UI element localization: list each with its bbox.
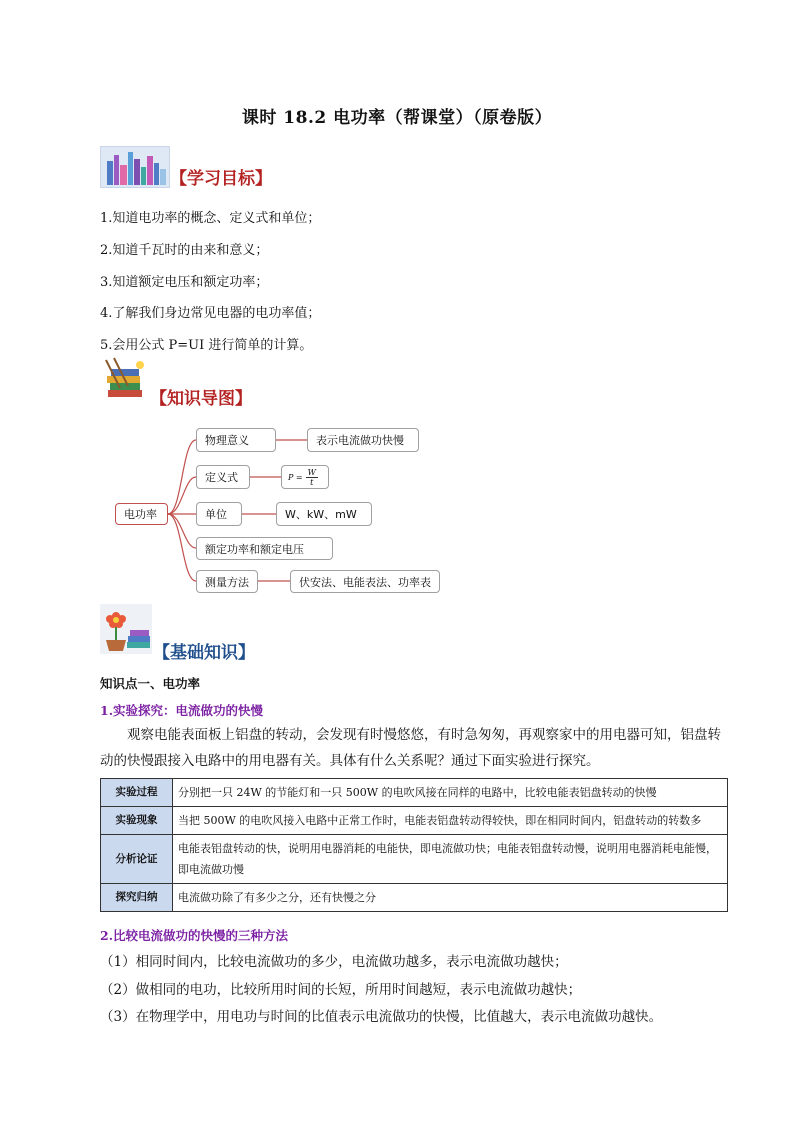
table-row	[101, 884, 728, 912]
flower-pot-icon	[100, 604, 152, 654]
mindmap-formula	[281, 465, 329, 489]
mindmap-branch: 测量方法	[196, 570, 258, 593]
formula-denominator: t	[310, 477, 314, 487]
table-cell: 分别把一只 24W 的节能灯和一只 500W 的电吹风接在同样的电路中，比较电能表铝盘转动的快慢	[173, 779, 728, 807]
section-goals-heading: 【学习目标】	[170, 169, 272, 189]
knowledge-point-heading: 知识点一、电功率	[100, 676, 201, 691]
mindmap-branch: 单位	[196, 502, 242, 526]
goal-item: 5.会用公式 P=UI 进行简单的计算。	[100, 338, 313, 353]
formula-numerator: W	[307, 467, 316, 477]
goal-item: 2.知道千瓦时的由来和意义；	[100, 243, 269, 258]
mindmap-root: 电功率	[115, 503, 168, 525]
section-basics-heading: 【基础知识】	[153, 643, 255, 663]
mindmap-branch: 定义式	[196, 465, 250, 489]
subsection-heading: 1.实验探究：电流做功的快慢	[100, 703, 264, 718]
table-header-cell: 探究归纳	[101, 884, 173, 912]
paragraph: 观察电能表面板上铝盘的转动，会发现有时慢悠悠，有时急匆匆，再观察家中的用电器可知，铝盘转动的快慢跟接入电路中的用电器有关。具体有什么关系呢？通过下面实验进行探究。	[100, 727, 721, 769]
formula-fraction	[306, 468, 318, 487]
table-header-cell: 分析论证	[101, 835, 173, 884]
table-header-cell: 实验现象	[101, 807, 173, 835]
section-mindmap-heading: 【知识导图】	[150, 389, 252, 409]
table-row	[101, 835, 728, 884]
goal-item: 4.了解我们身边常见电器的电功率值；	[100, 306, 321, 321]
mindmap-branch: 额定功率和额定电压	[196, 537, 333, 560]
page-title: 课时 18.2 电功率（帮课堂）（原卷版）	[241, 108, 553, 128]
subsection-heading: 2.比较电流做功的快慢的三种方法	[100, 928, 289, 943]
table-header-cell: 实验过程	[101, 779, 173, 807]
method-item: （1）相同时间内，比较电流做功的多少，电流做功越多，表示电流做功越快；	[100, 954, 568, 970]
table-row	[101, 807, 728, 835]
mindmap-leaf: 表示电流做功快慢	[307, 428, 419, 452]
mindmap-branch: 物理意义	[196, 428, 276, 452]
goal-item: 3.知道额定电压和额定功率；	[100, 275, 269, 290]
goal-item: 1.知道电功率的概念、定义式和单位；	[100, 211, 321, 226]
mindmap-leaf: W、kW、mW	[276, 502, 372, 526]
table-cell: 当把 500W 的电吹风接入电路中正常工作时，电能表铝盘转动得较快，即在相同时间内，铝盘转动的转数多	[173, 807, 728, 835]
experiment-table	[100, 778, 728, 912]
formula-lhs: P =	[288, 472, 303, 482]
mindmap-leaf: 伏安法、电能表法、功率表	[290, 570, 440, 593]
table-cell: 电流做功除了有多少之分，还有快慢之分	[173, 884, 728, 912]
method-item: （2）做相同的电功，比较所用时间的长短，所用时间越短，表示电流做功越快；	[100, 982, 582, 998]
method-item: （3）在物理学中，用电功与时间的比值表示电流做功的快慢，比值越大，表示电流做功越快。	[100, 1009, 663, 1025]
table-cell: 电能表铝盘转动的快，说明用电器消耗的电能快，即电流做功快；电能表铝盘转动慢，说明用电器消耗电能慢，即电流做功慢	[173, 835, 728, 884]
table-row	[101, 779, 728, 807]
